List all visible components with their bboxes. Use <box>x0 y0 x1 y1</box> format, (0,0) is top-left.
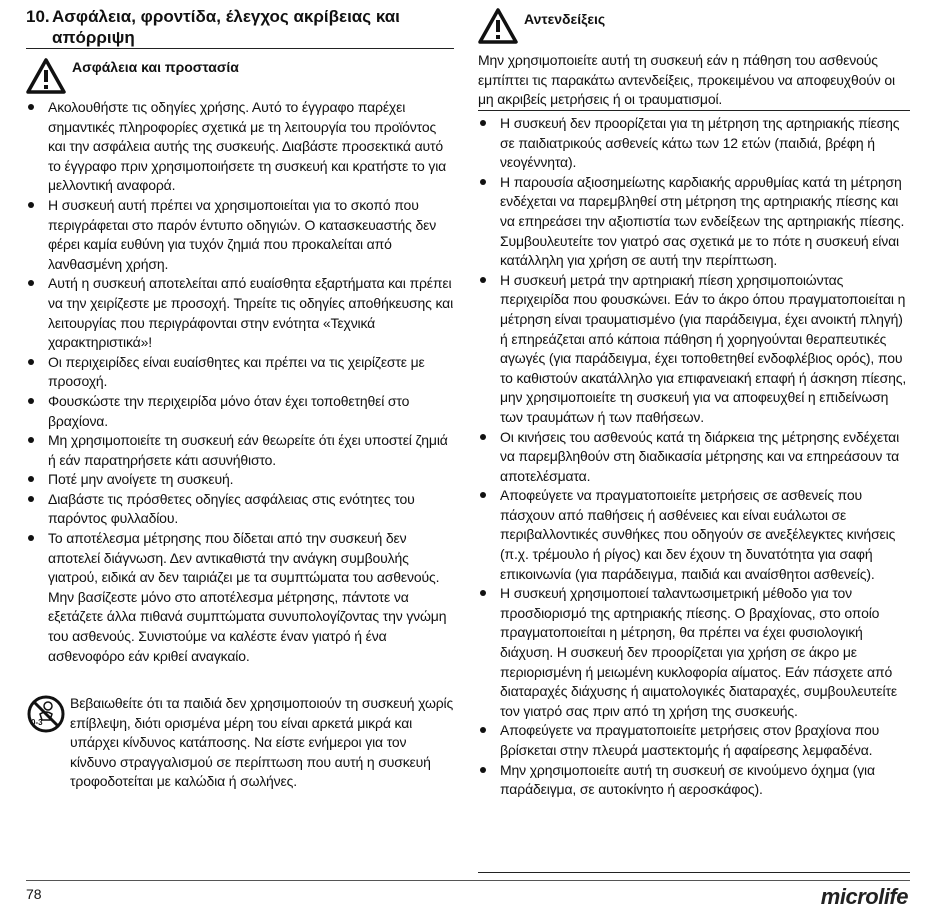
bullet-icon <box>28 202 34 208</box>
section-title-text: Ασφάλεια, φροντίδα, έλεγχος ακρίβειας και απόρριψη <box>52 7 400 47</box>
bullet-icon <box>480 492 486 498</box>
child-warning <box>26 694 454 792</box>
list-item: Ακολουθήστε τις οδηγίες χρήσης. Αυτό το έγγραφο παρέχει σημαντικές πληροφορίες σχετικά με τη λειτουργία του προϊόντος και την ασφάλεια αυτής της συσκευής. Διαβάστε προσεκτικά αυτό το έγγραφο πριν χρησιμοποιήσετε τη συσκευή και κρατήστε το για μελλοντική αναφορά. <box>26 98 454 196</box>
footer-divider <box>26 880 910 881</box>
bullet-icon <box>28 496 34 502</box>
bullet-icon <box>480 179 486 185</box>
contraindications-heading-text: Αντενδείξεις <box>524 11 606 27</box>
page-number: 78 <box>26 886 42 902</box>
intro-divider <box>478 110 910 111</box>
list-item: Αυτή η συσκευή αποτελείται από ευαίσθητα εξαρτήματα και πρέπει να την χειρίζεστε με προσοχή. Τηρείτε τις οδηγίες αποθήκευσης και λειτουργίας που περιγράφονται στην ενότητα «Τεχνικά χαρακτηριστικά»! <box>26 274 454 352</box>
list-item: Η παρουσία αξιοσημείωτης καρδιακής αρρυθμίας κατά τη μέτρηση ενδέχεται να παρεμβληθεί στη μέτρηση της αρτηριακής πίεσης και να επηρεάσει την αξιοπιστία των ενδείξεων της αρτηριακής πίεσης. Συμβουλευτείτε τον γιατρό σας σχετικά με το πότε η συσκευή είναι κατάλληλη για χρήση σε αυτή την περίπτωση. <box>478 173 910 271</box>
title-divider <box>26 48 454 49</box>
brand-logo: microlife <box>820 884 908 909</box>
bullet-icon <box>480 590 486 596</box>
bullet-icon <box>480 767 486 773</box>
safety-heading-text: Ασφάλεια και προστασία <box>72 59 239 75</box>
list-item: Οι περιχειρίδες είναι ευαίσθητες και πρέπει να τις χειρίζεστε με προσοχή. <box>26 353 454 392</box>
bullet-icon <box>28 280 34 286</box>
child-age-label: 0-3 <box>31 718 43 727</box>
no-children-0-3-icon <box>26 694 66 734</box>
child-warning-text: Βεβαιωθείτε ότι τα παιδιά δεν χρησιμοποιούν τη συσκευή χωρίς επίβλεψη, διότι ορισμένα μέρη του είναι αρκετά μικρά και υπάρχει κίνδυνος κατάποσης. Να είστε ενήμεροι για τον κίνδυνο στραγγαλισμού σε περίπτωση που αυτή η συσκευή τροφοδοτείται με καλώδια ή σωλήνες. <box>70 695 454 790</box>
list-item: Η συσκευή χρησιμοποιεί ταλαντωσιμετρική μέθοδο για τον προσδιορισμό της αρτηριακής πίεσης. Ο βραχίονας, στο οποίο πραγματοποιείται η μέτρηση, θα πρέπει να έχει φυσιολογική διάχυση. Η συσκευή δεν προορίζεται για χρήση σε άκρο με περιορισμένη ή μειωμένη κυκλοφορία αίματος. Εάν πάσχετε από διαταραχές διάχυσης ή αιματολογικές διαταραχές, συμβουλευτείτε τον γιατρό σας πριν από τη χρήση της συσκευής. <box>478 584 910 721</box>
warning-triangle-icon <box>26 58 66 94</box>
safety-list <box>26 98 454 666</box>
section-number: 10. <box>26 7 50 26</box>
list-item: Φουσκώστε την περιχειρίδα μόνο όταν έχει τοποθετηθεί στο βραχίονα. <box>26 392 454 431</box>
bullet-icon <box>28 437 34 443</box>
bullet-icon <box>28 104 34 110</box>
list-item: Η συσκευή αυτή πρέπει να χρησιμοποιείται για το σκοπό που περιγράφεται στο παρόν έντυπο οδηγιών. Ο κατασκευαστής δεν φέρει καμία ευθύνη για τυχόν ζημιά που προκαλείται από λανθασμένη χρήση. <box>26 196 454 274</box>
contraindications-intro: Μην χρησιμοποιείτε αυτή τη συσκευή εάν η πάθηση του ασθενούς εμπίπτει τις παρακάτω αντενδείξεις, προκειμένου να αποφευχθούν οι μη ακριβείς μετρήσεις ή οι τραυματισμοί. <box>478 52 895 108</box>
bullet-icon <box>480 727 486 733</box>
bullet-icon <box>28 535 34 541</box>
bullet-icon <box>28 359 34 365</box>
list-item: Διαβάστε τις πρόσθετες οδηγίες ασφάλειας στις ενότητες του παρόντος φυλλαδίου. <box>26 490 454 529</box>
list-item: Το αποτέλεσμα μέτρησης που δίδεται από την συσκευή δεν αποτελεί διάγνωση. Δεν αντικαθιστά την ανάγκη συμβουλής γιατρού, ειδικά αν δεν ταιριάζει με τα συμπτώματα του ασθενούς. Μην βασίζεστε μόνο στο αποτέλεσμα μέτρησης, πάντοτε να εξετάζετε άλλα πιθανά συμπτώματα συνυπολογίζοντας την γνώμη του ασθενούς. Συνιστούμε να καλέστε έναν γιατρό ή ένα ασθενοφόρο εάν κριθεί αναγκαίο. <box>26 529 454 666</box>
contraindications-divider <box>478 872 910 873</box>
contraindications-heading <box>478 8 605 44</box>
list-item: Ποτέ μην ανοίγετε τη συσκευή. <box>26 470 454 490</box>
list-item: Αποφεύγετε να πραγματοποιείτε μετρήσεις σε ασθενείς που πάσχουν από παθήσεις ή ασθένειες και είναι ευάλωτοι σε περιβαλλοντικές συνθήκες που οδηγούν σε ανεξέλεγκτες κινήσεις (π.χ. τρέμουλο ή ρίγος) και δεν έχουν τη δυνατότητα για σαφή επικοινωνία (για παράδειγμα, παιδιά και αναίσθητοι ασθενείς). <box>478 486 910 584</box>
list-item: Η συσκευή δεν προορίζεται για τη μέτρηση της αρτηριακής πίεσης σε παιδιατρικούς ασθενείς κάτω των 12 ετών (παιδιά, βρέφη ή νεογέννητα). <box>478 114 910 173</box>
contraindications-list <box>478 114 910 800</box>
bullet-icon <box>480 434 486 440</box>
warning-triangle-icon <box>478 8 518 44</box>
list-item: Αποφεύγετε να πραγματοποιείτε μετρήσεις στον βραχίονα που βρίσκεται στην πλευρά μαστεκτομής ή αφαίρεσης λεμφαδένα. <box>478 721 910 760</box>
bullet-icon <box>480 120 486 126</box>
bullet-icon <box>480 277 486 283</box>
safety-heading <box>26 58 239 94</box>
list-item: Μη χρησιμοποιείτε τη συσκευή εάν θεωρείτε ότι έχει υποστεί ζημιά ή εάν παρατηρήσετε κάτι ασυνήθιστο. <box>26 431 454 470</box>
bullet-icon <box>28 476 34 482</box>
list-item: Η συσκευή μετρά την αρτηριακή πίεση χρησιμοποιώντας περιχειρίδα που φουσκώνει. Εάν το άκρο όπου πραγματοποιείται η μέτρηση είναι τραυματισμένο (για παράδειγμα, έχει ανοικτή πληγή) ή επηρεάζεται από κάποια πάθηση ή χορηγούνται θεραπευτικές αγωγές (για παράδειγμα, έχει τοποθετηθεί ενδοφλέβιος ορός), που το καθιστούν ακατάλληλο για επιφανειακή επαφή ή άσκηση πίεσης, μην χρησιμοποιείτε τη συσκευή για να αποφευχθεί η επιδείνωση των τραυμάτων ή των παθήσεων. <box>478 271 910 428</box>
bullet-icon <box>28 398 34 404</box>
list-item: Μην χρησιμοποιείτε αυτή τη συσκευή σε κινούμενο όχημα (για παράδειγμα, σε αυτοκίνητο ή αεροσκάφος). <box>478 761 910 800</box>
list-item: Οι κινήσεις του ασθενούς κατά τη διάρκεια της μέτρησης ενδέχεται να παρεμβληθούν στη διαδικασία μέτρησης και να επηρεάσουν τα αποτελέσματα. <box>478 428 910 487</box>
section-title <box>26 6 454 48</box>
